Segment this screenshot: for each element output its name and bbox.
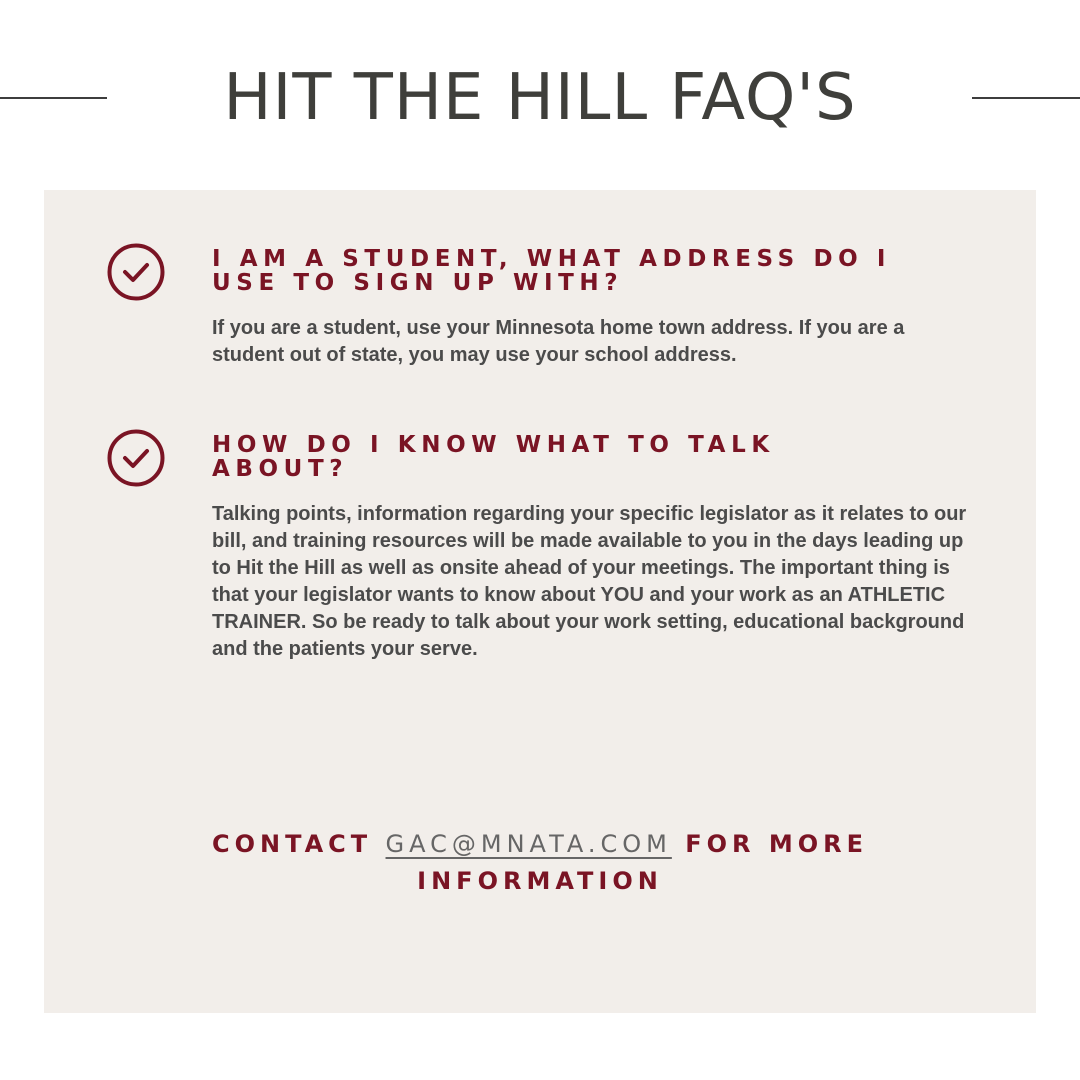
faq-question-line: I AM A STUDENT, WHAT ADDRESS DO I — [212, 246, 892, 272]
contact-info — [0, 826, 1080, 900]
check-circle-icon — [107, 243, 165, 301]
faq-question — [212, 247, 891, 295]
check-circle-icon — [107, 429, 165, 487]
contact-line-1 — [0, 826, 1080, 863]
faq-question-line: HOW DO I KNOW WHAT TO TALK — [212, 432, 775, 458]
faq-question-line: USE TO SIGN UP WITH? — [212, 270, 624, 296]
faq-question-line: ABOUT? — [212, 456, 349, 482]
faq-answer: Talking points, information regarding your specific legislator as it relates to our bill, and training resources will be made available to you in the days leading up to Hit the Hill as well as onsite ahead of your meetings. The important thing is that your legislator wants to know about YOU and your work as an ATHLETIC TRAINER. So be ready to talk about your work setting, educational background and the patients your serve. — [212, 503, 967, 660]
contact-line-2: INFORMATION — [417, 867, 663, 895]
faq-question — [212, 433, 775, 481]
contact-prefix: CONTACT — [211, 830, 373, 858]
page-title: HIT THE HILL FAQ'S — [223, 61, 857, 135]
contact-suffix: FOR MORE — [685, 830, 869, 858]
faq-answer: If you are a student, use your Minnesota home town address. If you are a student out of state, you may use your school address. — [212, 317, 905, 366]
contact-email-link[interactable]: GAC@MNATA.COM — [385, 830, 672, 858]
